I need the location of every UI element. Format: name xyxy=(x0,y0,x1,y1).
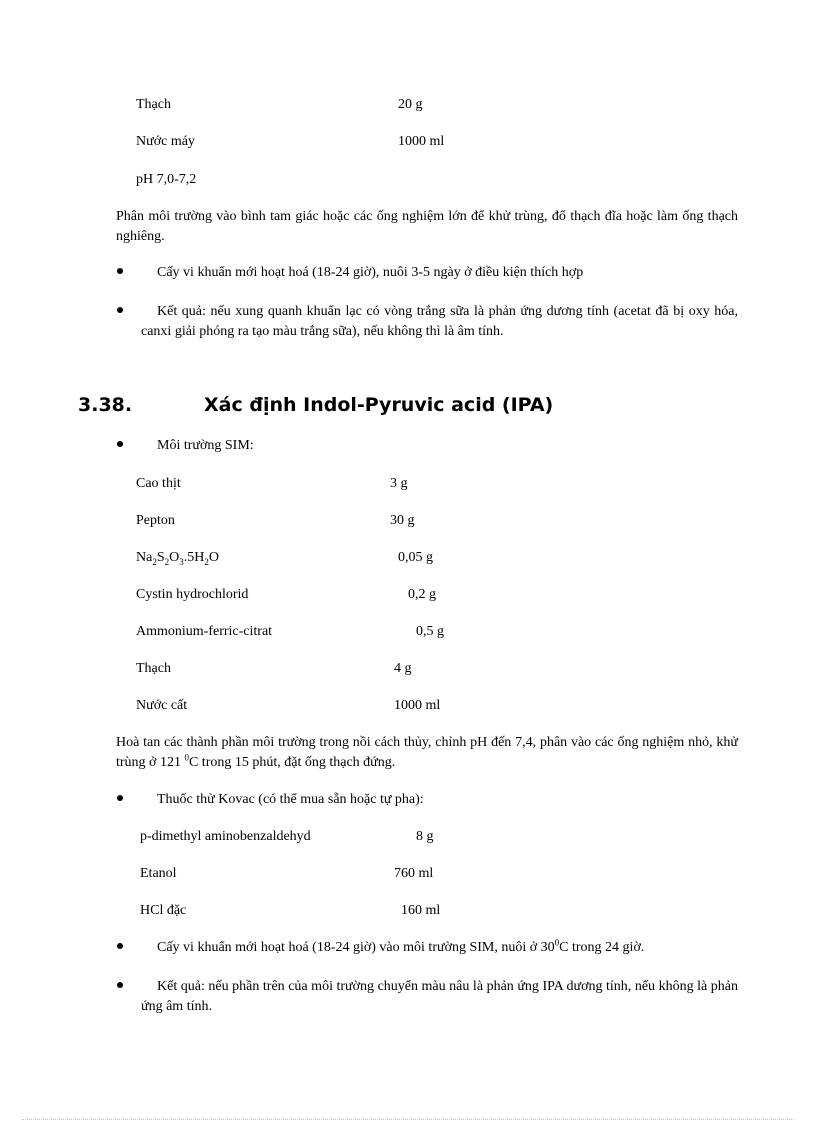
ingredient-amount: 3 g xyxy=(390,476,408,491)
paragraph: Hoà tan các thành phần môi trường trong nồi cách thủy, chỉnh pH đến 7,4, phân vào các ống nghiệm nhỏ, khử trùng ở 121 $^0$C trong 15 phút, đặt ống thạch đứng. xyxy=(116,735,738,770)
bullet-text: Môi trường SIM: xyxy=(157,438,254,453)
ph-range: pH 7,0-7,2 xyxy=(136,172,197,187)
ingredient-name: Cystin hydrochlorid xyxy=(136,587,249,602)
bullet-text: Kết quả: nếu xung quanh khuẩn lạc có vòng trắng sữa là phản ứng dương tính (acetat đã bị oxy hóa, canxi giải phóng ra tạo màu trắng sữa), nếu không thì là âm tính. xyxy=(141,304,738,339)
ingredient-name: Nước máy xyxy=(136,134,195,149)
bullet-icon xyxy=(117,441,123,447)
ingredient-name: HCl đặc xyxy=(140,903,187,918)
ingredient-amount: 30 g xyxy=(390,513,415,528)
page-bottom-divider xyxy=(22,1119,794,1120)
paragraph: Phân môi trường vào bình tam giác hoặc các ống nghiệm lớn để khử trùng, đổ thạch đĩa hoặc làm ống thạch nghiêng. xyxy=(116,209,738,244)
section-number: 3.38. xyxy=(78,394,133,416)
ingredient-name: Etanol xyxy=(140,866,177,881)
ingredient-name: Thạch xyxy=(136,661,171,676)
ingredient-name: Ammonium-ferric-citrat xyxy=(136,624,273,639)
section-title: Xác định Indol-Pyruvic acid (IPA) xyxy=(204,394,554,416)
ingredient-name: Pepton xyxy=(136,513,175,528)
bullet-text: Kết quả: nếu phần trên của môi trường chuyển màu nâu là phản ứng IPA dương tính, nếu không là phản ứng âm tính. xyxy=(141,979,738,1014)
ingredient-formula: $Na_2S_2O_3.5H_2O$ xyxy=(136,550,219,567)
ingredient-amount: 160 ml xyxy=(401,903,441,918)
ingredient-name: Thạch xyxy=(136,97,171,112)
ingredient-name: Cao thịt xyxy=(136,476,181,491)
bullet-text: Thuốc thử Kovac (có thể mua sẵn hoặc tự pha): xyxy=(157,792,424,807)
bullet-text: Cấy vi khuẩn mới hoạt hoá (18-24 giờ) vào môi trường SIM, nuôi ở $30^0C$ trong 24 giờ. xyxy=(157,937,645,955)
ingredient-amount: 1000 ml xyxy=(398,134,445,149)
ingredient-name: p-dimethyl aminobenzaldehyd xyxy=(140,829,311,844)
bullet-icon xyxy=(117,307,123,313)
ingredient-amount: 4 g xyxy=(394,661,412,676)
bullet-text: Cấy vi khuẩn mới hoạt hoá (18-24 giờ), nuôi 3-5 ngày ở điều kiện thích hợp xyxy=(157,265,584,280)
ingredient-amount: 0,05 g xyxy=(398,550,433,565)
bullet-icon xyxy=(117,982,123,988)
bullet-icon xyxy=(117,268,123,274)
bullet-icon xyxy=(117,943,123,949)
ingredient-amount: 8 g xyxy=(416,829,434,844)
ingredient-amount: 0,2 g xyxy=(408,587,436,602)
ingredient-name: Nước cất xyxy=(136,698,188,713)
ingredient-amount: 1000 ml xyxy=(394,698,441,713)
bullet-icon xyxy=(117,795,123,801)
ingredient-amount: 20 g xyxy=(398,97,423,112)
ingredient-amount: 760 ml xyxy=(394,866,434,881)
ingredient-amount: 0,5 g xyxy=(416,624,444,639)
